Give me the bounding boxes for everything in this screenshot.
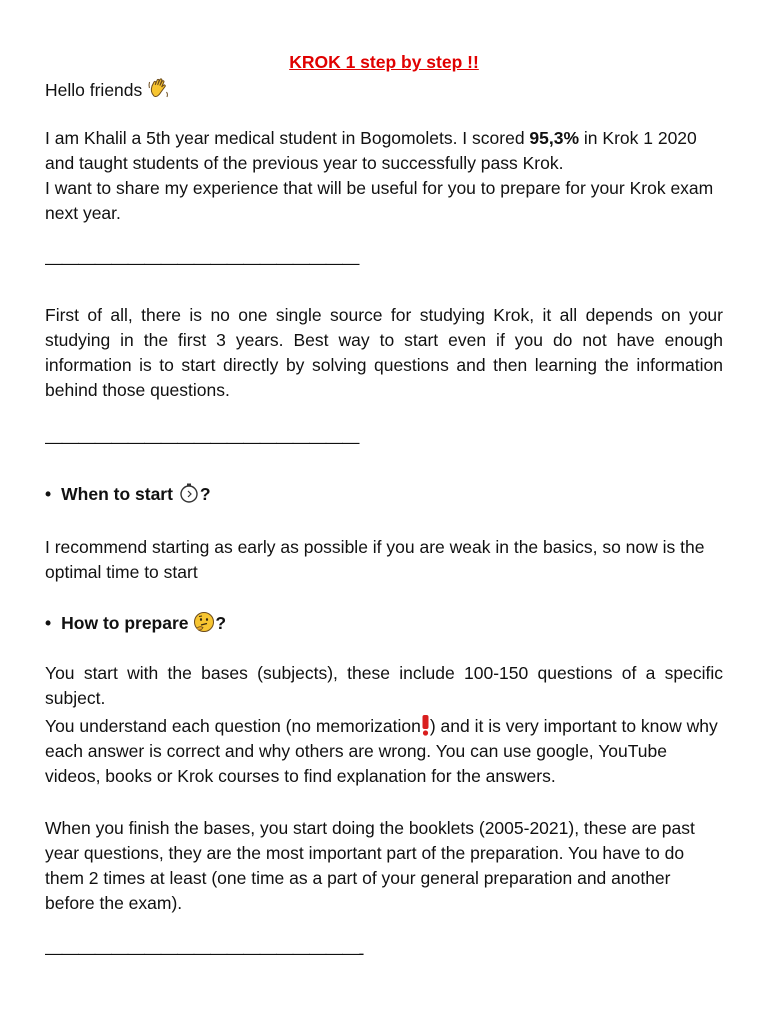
heading-text: How to prepare <box>61 613 189 633</box>
heading-qmark: ? <box>199 484 211 504</box>
when-to-start-heading <box>45 482 723 507</box>
separator-2: ——————————————————— <box>45 432 359 452</box>
separator-3: ———————————————————- <box>45 943 364 963</box>
heading-qmark: ? <box>215 613 227 633</box>
stopwatch-icon <box>178 482 200 504</box>
sources-paragraph: First of all, there is no one single source for studying Krok, it all depends on your studying in the first 3 years. Best way to start even if you do not have enough information is to start directly by solving questions and then learning the information behind those questions. <box>45 305 723 400</box>
greeting-line <box>45 76 723 103</box>
how-to-prepare-body-3: When you finish the bases, you start doing the booklets (2005-2021), these are past year questions, they are the most important part of the preparation. You have to do them 2 times at least (one time as a part of your general preparation and another before the exam). <box>45 818 695 913</box>
bullet-point: • <box>45 613 52 633</box>
how-to-prepare-body-1: You start with the bases (subjects), these include 100-150 questions of a specific subject. <box>45 663 723 708</box>
how-to-prepare-heading <box>45 611 723 636</box>
intro-text-end: in Krok 1 2020 and taught students of the previous year to successfully pass Krok. <box>45 128 697 173</box>
exclamation-icon <box>421 714 430 736</box>
greeting-text: Hello friends <box>45 80 143 100</box>
waving-hand-icon <box>147 76 171 100</box>
intro-paragraph-2: I want to share my experience that will be useful for you to prepare for your Krok exam next year. <box>45 178 714 223</box>
bullet-point: • <box>45 484 52 504</box>
heading-text: When to start <box>61 484 173 504</box>
separator-1: ——————————————————— <box>45 253 359 273</box>
document-title: KROK 1 step by step !! <box>289 52 479 72</box>
body-text: You understand each question (no memorization <box>45 716 421 736</box>
how-to-prepare-body-2 <box>45 714 723 789</box>
body-text-end: ) and it is very important to know why each answer is correct and why others are wrong. You can use google, YouTube videos, books or Krok courses to find explanation for the answers. <box>45 716 718 786</box>
intro-text: I am Khalil a 5th year medical student in Bogomolets. I scored <box>45 128 530 148</box>
thinking-face-icon <box>193 611 215 633</box>
intro-paragraph-1 <box>45 126 723 176</box>
when-to-start-body: I recommend starting as early as possible if you are weak in the basics, so now is the optimal time to start <box>45 537 705 582</box>
score-value: 95,3% <box>529 128 580 148</box>
